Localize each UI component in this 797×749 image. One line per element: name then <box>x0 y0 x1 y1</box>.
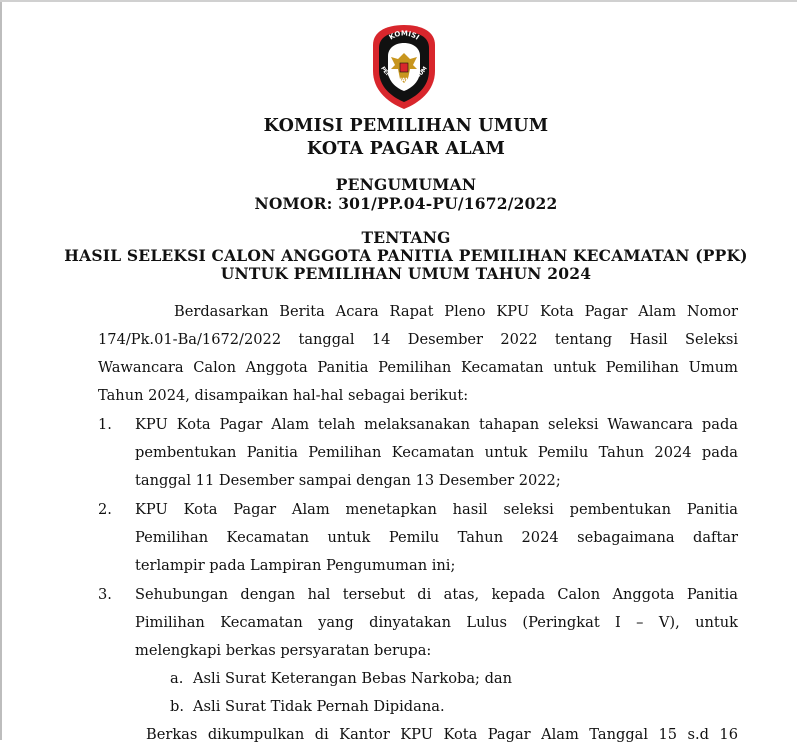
item-line: melengkapi berkas persyaratan berupa: <box>135 642 432 659</box>
logo-bottom-text: PEMILIHAN UMUM <box>379 65 429 84</box>
subitem-letter: b. <box>170 698 184 715</box>
intro-line: Tahun 2024, disampaikan hal-hal sebagai berikut: <box>98 387 469 404</box>
kpu-logo <box>369 23 439 111</box>
closing-line: Berkas dikumpulkan di Kantor KPU Kota Pagar Alam Tanggal 15 s.d 16 <box>146 726 738 743</box>
subject-line2: UNTUK PEMILIHAN UMUM TAHUN 2024 <box>220 264 592 283</box>
logo-top-text: KOMISI <box>387 29 421 42</box>
list-item <box>135 411 738 495</box>
item-line: Sehubungan dengan hal tersebut di atas, kepada Calon Anggota Panitia <box>135 586 738 603</box>
item-line: Pimilihan Kecamatan yang dinyatakan Lulus (Peringkat I – V), untuk <box>135 614 738 631</box>
subitem-text: Asli Surat Keterangan Bebas Narkoba; dan <box>193 670 513 687</box>
about-label: TENTANG <box>361 228 451 247</box>
list-item <box>135 496 738 580</box>
subitem-text: Asli Surat Tidak Pernah Dipidana. <box>193 698 445 715</box>
intro-line: 174/Pk.01-Ba/1672/2022 tanggal 14 Desember 2022 tentang Hasil Seleksi <box>98 331 738 348</box>
item-line: pembentukan Panitia Pemilihan Kecamatan untuk Pemilu Tahun 2024 pada <box>135 444 738 461</box>
doc-number: NOMOR: 301/PP.04-PU/1672/2022 <box>254 194 558 213</box>
page-left-edge <box>0 0 2 740</box>
list-item <box>135 581 738 665</box>
item-line: tanggal 11 Desember sampai dengan 13 Desember 2022; <box>135 472 561 489</box>
doc-type: PENGUMUMAN <box>335 175 477 194</box>
item-line: KPU Kota Pagar Alam menetapkan hasil seleksi pembentukan Panitia <box>135 501 738 518</box>
item-line: Pemilihan Kecamatan untuk Pemilu Tahun 2024 sebagaimana daftar <box>135 529 738 546</box>
item-line: terlampir pada Lampiran Pengumuman ini; <box>135 557 456 574</box>
item-number: 3. <box>98 586 112 603</box>
item-number: 2. <box>98 501 112 518</box>
org-name-line2: KOTA PAGAR ALAM <box>306 139 506 159</box>
item-line: KPU Kota Pagar Alam telah melaksanakan tahapan seleksi Wawancara pada <box>135 416 738 433</box>
subject-line1: HASIL SELEKSI CALON ANGGOTA PANITIA PEMILIHAN KECAMATAN (PPK) <box>64 246 748 265</box>
page-top-edge <box>0 0 797 2</box>
closing-paragraph <box>98 721 738 749</box>
intro-line: Wawancara Calon Anggota Panitia Pemilihan Kecamatan untuk Pemilihan Umum <box>98 359 738 376</box>
intro-line: Berdasarkan Berita Acara Rapat Pleno KPU Kota Pagar Alam Nomor <box>174 303 738 320</box>
item-number: 1. <box>98 416 112 433</box>
org-name-line1: KOMISI PEMILIHAN UMUM <box>263 116 549 136</box>
subitem-letter: a. <box>170 670 184 687</box>
intro-paragraph <box>98 298 738 410</box>
